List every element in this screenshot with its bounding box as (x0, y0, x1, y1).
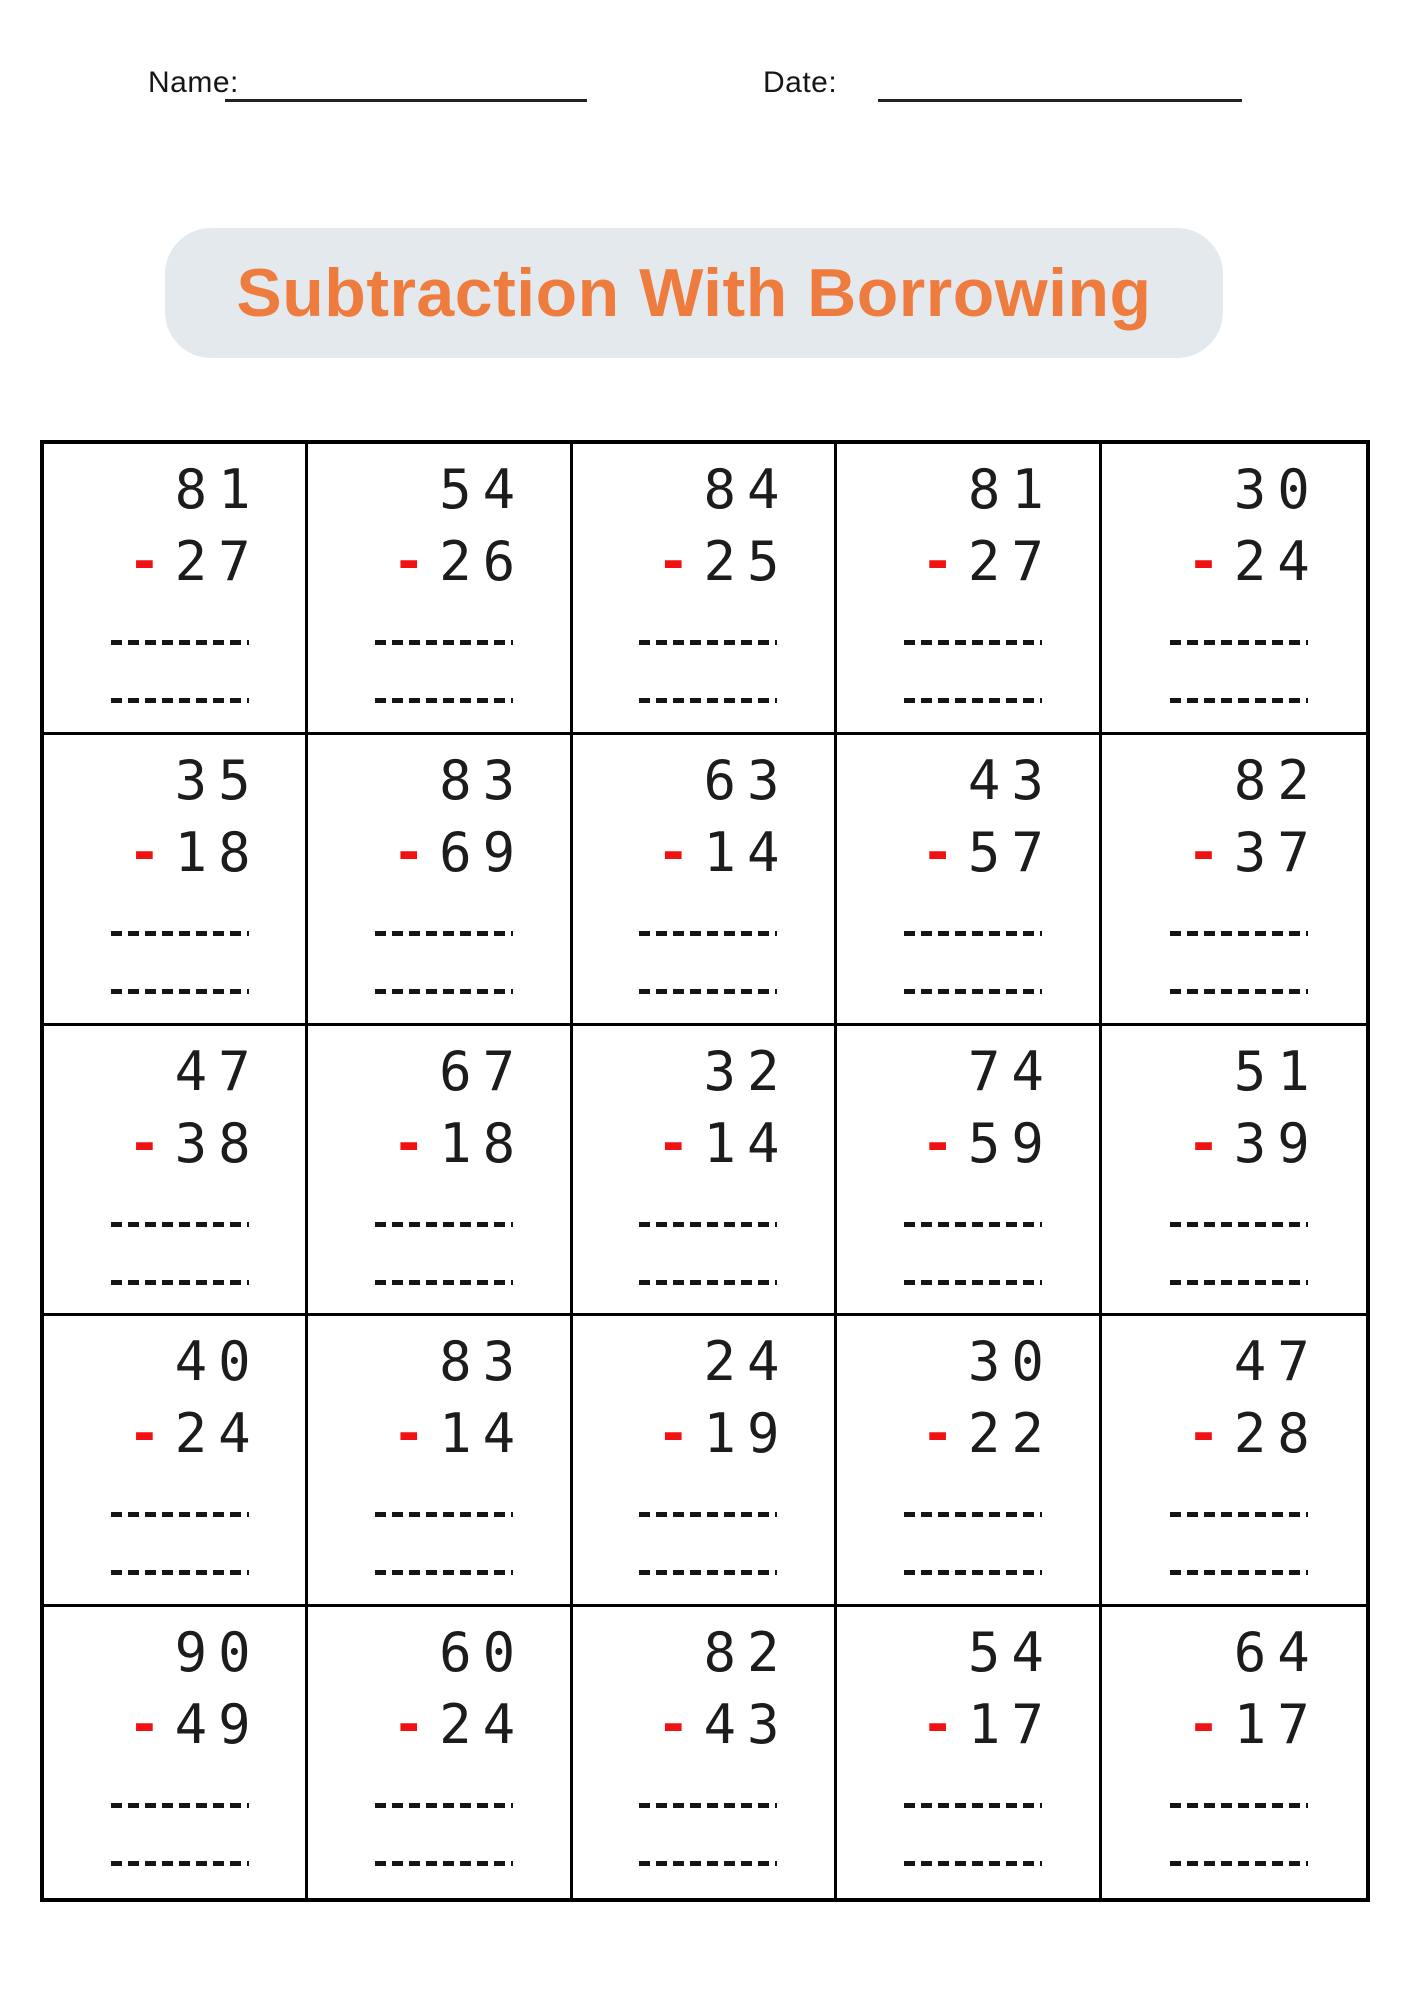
subtrahend: 38 (174, 1111, 262, 1175)
minus-operator: - (392, 1693, 426, 1757)
minus-operator: - (392, 530, 426, 593)
minuend: 67 (439, 1039, 527, 1103)
answer-line (111, 1512, 249, 1517)
minuend: 90 (174, 1621, 262, 1685)
answer-line (639, 989, 777, 994)
minuend: 30 (967, 1330, 1055, 1394)
subtrahend: 19 (703, 1402, 791, 1466)
answer-line (639, 640, 777, 645)
answer-line (1170, 698, 1308, 703)
problem-cell (837, 1316, 1101, 1607)
subtrahend: 27 (174, 530, 262, 593)
problem-cell (308, 1316, 572, 1607)
subtrahend-row (128, 526, 262, 598)
answer-line (111, 931, 249, 936)
answer-line (639, 1803, 777, 1808)
subtrahend: 17 (967, 1693, 1055, 1757)
subtraction-problem (363, 745, 527, 994)
answer-line (639, 1222, 777, 1227)
answer-line (904, 1570, 1042, 1575)
answer-line (375, 1570, 513, 1575)
minuend: 24 (703, 1330, 791, 1394)
problem-cell (308, 444, 572, 735)
problem-cell (837, 1607, 1101, 1898)
problem-cell (308, 1026, 572, 1317)
minus-operator: - (1187, 1402, 1220, 1466)
subtrahend: 43 (703, 1693, 791, 1757)
problem-cell (308, 735, 572, 1026)
minuend: 32 (703, 1039, 791, 1103)
subtrahend-row (921, 817, 1055, 889)
minuend: 43 (967, 748, 1055, 812)
answer-line (375, 1512, 513, 1517)
subtrahend: 27 (967, 530, 1055, 593)
problem-cell (1102, 1316, 1366, 1607)
minuend: 81 (967, 458, 1055, 521)
minuend: 82 (703, 1621, 791, 1685)
subtrahend-row (656, 1398, 791, 1470)
minuend: 63 (703, 748, 791, 812)
minus-operator: - (392, 1402, 426, 1466)
minus-operator: - (128, 1111, 161, 1175)
problem-cell (573, 1026, 837, 1317)
page-title: Subtraction With Borrowing (236, 255, 1152, 331)
subtrahend: 24 (1233, 530, 1321, 593)
subtrahend: 14 (439, 1402, 527, 1466)
worksheet-grid (40, 440, 1370, 1902)
answer-line (111, 1861, 249, 1866)
minuend: 54 (967, 1621, 1055, 1685)
subtraction-problem (627, 1617, 791, 1866)
answer-line (1170, 1280, 1308, 1285)
minuend: 47 (174, 1039, 262, 1103)
answer-line (904, 1280, 1042, 1285)
problem-cell (837, 1026, 1101, 1317)
answer-line (904, 640, 1042, 645)
minuend: 54 (439, 458, 527, 521)
answer-line (639, 1861, 777, 1866)
subtrahend: 37 (1233, 820, 1321, 884)
answer-line (1170, 931, 1308, 936)
subtrahend: 49 (174, 1693, 262, 1757)
answer-line (1170, 1570, 1308, 1575)
answer-line (639, 1570, 777, 1575)
subtrahend: 39 (1233, 1111, 1321, 1175)
answer-line (1170, 1222, 1308, 1227)
problem-cell (308, 1607, 572, 1898)
answer-line (111, 1803, 249, 1808)
subtraction-problem (1158, 745, 1321, 994)
minus-operator: - (656, 1111, 690, 1175)
answer-line (904, 698, 1042, 703)
subtrahend: 14 (703, 820, 791, 884)
subtrahend: 17 (1233, 1693, 1321, 1757)
answer-line (904, 1803, 1042, 1808)
subtrahend: 22 (967, 1402, 1055, 1466)
subtrahend-row (128, 817, 262, 889)
subtraction-problem (892, 1617, 1055, 1866)
subtrahend: 57 (967, 820, 1055, 884)
subtrahend-row (1187, 1689, 1321, 1761)
problem-cell (1102, 1026, 1366, 1317)
subtrahend-row (656, 526, 791, 598)
answer-line (375, 698, 513, 703)
subtrahend-row (921, 1108, 1055, 1180)
problem-cell (44, 735, 308, 1026)
problem-cell (44, 1026, 308, 1317)
subtraction-problem (1158, 1036, 1321, 1285)
subtraction-problem (363, 1036, 527, 1285)
answer-line (1170, 640, 1308, 645)
subtrahend-row (656, 817, 791, 889)
minuend: 83 (439, 1330, 527, 1394)
subtraction-problem (892, 1326, 1055, 1575)
subtraction-problem (99, 454, 262, 703)
subtrahend-row (392, 1108, 527, 1180)
answer-line (111, 1570, 249, 1575)
problem-cell (837, 735, 1101, 1026)
answer-line (111, 1222, 249, 1227)
answer-line (375, 1803, 513, 1808)
minus-operator: - (392, 820, 426, 884)
problem-cell (1102, 444, 1366, 735)
subtraction-problem (627, 1036, 791, 1285)
answer-line (639, 1512, 777, 1517)
subtrahend-row (656, 1108, 791, 1180)
minus-operator: - (921, 820, 954, 884)
subtrahend: 26 (439, 530, 527, 593)
minus-operator: - (921, 1111, 954, 1175)
minuend: 30 (1233, 458, 1321, 521)
minus-operator: - (1187, 530, 1220, 593)
subtrahend-row (656, 1689, 791, 1761)
subtrahend: 24 (439, 1693, 527, 1757)
minus-operator: - (656, 820, 690, 884)
subtraction-problem (892, 454, 1055, 703)
subtrahend-row (392, 1689, 527, 1761)
subtraction-problem (627, 1326, 791, 1575)
subtrahend: 59 (967, 1111, 1055, 1175)
answer-line (111, 989, 249, 994)
answer-line (1170, 989, 1308, 994)
minus-operator: - (656, 530, 690, 593)
answer-line (111, 640, 249, 645)
minus-operator: - (128, 1693, 161, 1757)
answer-line (375, 989, 513, 994)
subtrahend-row (1187, 1398, 1321, 1470)
subtraction-problem (1158, 1617, 1321, 1866)
subtrahend-row (392, 1398, 527, 1470)
minus-operator: - (128, 530, 161, 593)
answer-line (639, 698, 777, 703)
minus-operator: - (1187, 1693, 1220, 1757)
minuend: 84 (703, 458, 791, 521)
answer-line (639, 1280, 777, 1285)
subtrahend-row (921, 1398, 1055, 1470)
minuend: 47 (1233, 1330, 1321, 1394)
minus-operator: - (128, 820, 161, 884)
minuend: 82 (1233, 748, 1321, 812)
minuend: 35 (174, 748, 262, 812)
minus-operator: - (921, 1402, 954, 1466)
minuend: 81 (174, 458, 262, 521)
subtrahend: 18 (174, 820, 262, 884)
minuend: 83 (439, 748, 527, 812)
subtrahend: 24 (174, 1402, 262, 1466)
minus-operator: - (1187, 1111, 1220, 1175)
problem-cell (573, 444, 837, 735)
answer-line (904, 1222, 1042, 1227)
subtrahend-row (1187, 526, 1321, 598)
date-label: Date: (763, 66, 838, 99)
subtraction-problem (892, 1036, 1055, 1285)
subtraction-problem (99, 1617, 262, 1866)
answer-line (375, 1861, 513, 1866)
title-banner (165, 228, 1223, 358)
subtrahend: 25 (703, 530, 791, 593)
answer-line (904, 931, 1042, 936)
minus-operator: - (656, 1693, 690, 1757)
date-field-line (878, 99, 1242, 102)
minuend: 60 (439, 1621, 527, 1685)
answer-line (375, 931, 513, 936)
answer-line (904, 1861, 1042, 1866)
subtrahend-row (128, 1108, 262, 1180)
problem-cell (573, 1316, 837, 1607)
answer-line (639, 931, 777, 936)
subtrahend: 28 (1233, 1402, 1321, 1466)
minus-operator: - (392, 1111, 426, 1175)
subtraction-problem (627, 454, 791, 703)
problem-cell (573, 735, 837, 1026)
answer-line (375, 640, 513, 645)
answer-line (111, 1280, 249, 1285)
subtrahend-row (1187, 817, 1321, 889)
problem-cell (44, 1607, 308, 1898)
name-field-line (225, 99, 587, 102)
subtraction-problem (363, 1617, 527, 1866)
problem-cell (1102, 735, 1366, 1026)
minus-operator: - (656, 1402, 690, 1466)
subtrahend: 14 (703, 1111, 791, 1175)
subtraction-problem (363, 454, 527, 703)
subtrahend-row (392, 526, 527, 598)
problem-cell (44, 444, 308, 735)
subtrahend: 18 (439, 1111, 527, 1175)
subtrahend-row (128, 1398, 262, 1470)
answer-line (904, 989, 1042, 994)
name-label: Name: (148, 66, 239, 99)
subtrahend-row (1187, 1108, 1321, 1180)
subtrahend-row (128, 1689, 262, 1761)
answer-line (904, 1512, 1042, 1517)
subtrahend-row (921, 526, 1055, 598)
subtraction-problem (99, 1326, 262, 1575)
answer-line (375, 1280, 513, 1285)
minuend: 64 (1233, 1621, 1321, 1685)
problem-cell (44, 1316, 308, 1607)
subtraction-problem (99, 745, 262, 994)
subtraction-problem (363, 1326, 527, 1575)
minuend: 40 (174, 1330, 262, 1394)
minus-operator: - (128, 1402, 161, 1466)
minus-operator: - (921, 530, 954, 593)
answer-line (1170, 1861, 1308, 1866)
problem-cell (573, 1607, 837, 1898)
subtrahend-row (921, 1689, 1055, 1761)
minuend: 51 (1233, 1039, 1321, 1103)
subtrahend: 69 (439, 820, 527, 884)
problem-cell (1102, 1607, 1366, 1898)
subtraction-problem (1158, 1326, 1321, 1575)
answer-line (1170, 1512, 1308, 1517)
subtraction-problem (627, 745, 791, 994)
minus-operator: - (1187, 820, 1220, 884)
minus-operator: - (921, 1693, 954, 1757)
subtrahend-row (392, 817, 527, 889)
problem-cell (837, 444, 1101, 735)
answer-line (1170, 1803, 1308, 1808)
answer-line (375, 1222, 513, 1227)
minuend: 74 (967, 1039, 1055, 1103)
answer-line (111, 698, 249, 703)
subtraction-problem (892, 745, 1055, 994)
subtraction-problem (1158, 454, 1321, 703)
subtraction-problem (99, 1036, 262, 1285)
